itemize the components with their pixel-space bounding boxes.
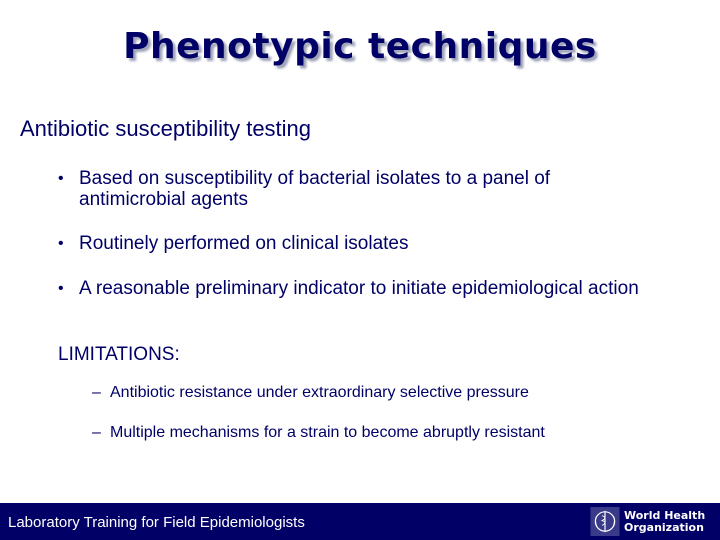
- limitation-text: Multiple mechanisms for a strain to become abruptly resistant: [110, 424, 545, 441]
- bullet-icon: •: [58, 235, 64, 252]
- bullet-text: Based on susceptibility of bacterial isolates to a panel of antimicrobial agents: [79, 168, 551, 210]
- bullet-text: A reasonable preliminary indicator to initiate epidemiological action: [79, 278, 639, 299]
- dash-icon: –: [92, 384, 101, 401]
- limitation-text: Antibiotic resistance under extraordinary selective pressure: [110, 384, 529, 401]
- footer-text: Laboratory Training for Field Epidemiologists: [8, 514, 305, 531]
- dash-icon: –: [92, 424, 101, 441]
- limitation-item: [92, 424, 545, 442]
- footer-bar: [0, 503, 720, 540]
- bullet-icon: •: [58, 170, 64, 187]
- bullet-item: [58, 278, 698, 299]
- bullet-item: [58, 168, 698, 210]
- who-emblem-icon: [590, 507, 620, 536]
- who-logo-line1: World Health: [624, 508, 706, 522]
- subheading: Antibiotic susceptibility testing: [20, 116, 312, 141]
- slide-title: Phenotypic techniques: [123, 26, 597, 67]
- who-logo: [590, 507, 710, 536]
- bullet-item: [58, 233, 698, 254]
- bullet-icon: •: [58, 280, 64, 297]
- who-logo-text: [624, 510, 705, 534]
- limitations-label: LIMITATIONS:: [58, 344, 180, 365]
- limitation-item: [92, 384, 529, 402]
- bullet-text: Routinely performed on clinical isolates: [79, 233, 409, 254]
- who-logo-line2: Organization: [624, 520, 704, 534]
